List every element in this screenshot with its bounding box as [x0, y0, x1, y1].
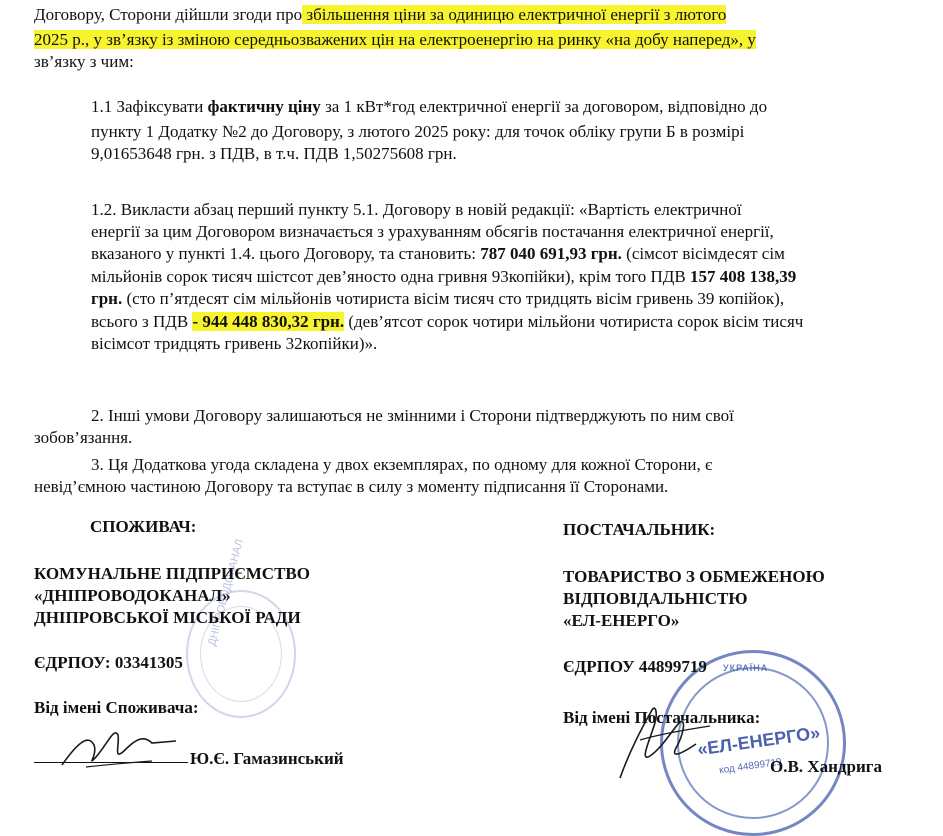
- text: (сімсот вісімдесят сім: [621, 244, 785, 263]
- intro-text: Договору, Сторони дійшли згоди про: [34, 5, 303, 24]
- clause-1-2-line-2: енергії за цим Договором визначається з урахуванням обсягів постачання електричної енергії,: [91, 222, 774, 241]
- clause-1-2-line-1: 1.2. Викласти абзац перший пункту 5.1. Договору в новій редакції: «Вартість електричної: [91, 200, 742, 219]
- consumer-signer: Ю.Є. Гамазинський: [190, 749, 344, 768]
- intro-line-1: [34, 4, 726, 26]
- clause-1-1-line-2: пункту 1 Додатку №2 до Договору, з лютого 2025 року: для точок обліку групи Б в розмірі: [91, 122, 745, 141]
- text: 1.1 Зафіксувати: [91, 97, 208, 116]
- clause-1-2-line-5: [91, 288, 784, 310]
- amount-total-highlighted: - 944 448 830,32 грн.: [192, 312, 345, 331]
- clause-1-1-line-3: 9,01653648 грн. з ПДВ, в т.ч. ПДВ 1,50275608 грн.: [91, 144, 457, 163]
- consumer-on-behalf-label: Від імені Споживача:: [34, 698, 199, 717]
- stamp-ring-text: УКРАЇНА: [723, 663, 769, 673]
- consumer-signature: [56, 705, 196, 775]
- text: вказаного у пункті 1.4. цього Договору, та становить:: [91, 244, 481, 263]
- amount-vat: 157 408 138,39: [689, 267, 797, 286]
- supplier-name-line-1: ТОВАРИСТВО З ОБМЕЖЕНОЮ: [563, 567, 825, 586]
- text: (дев’ятсот сорок чотири мільйони чотириста сорок вісім тисяч: [344, 312, 804, 331]
- supplier-signer: О.В. Хандрига: [770, 757, 882, 776]
- supplier-name-line-3: «ЕЛ-ЕНЕРГО»: [563, 611, 680, 630]
- text: всього з ПДВ: [91, 312, 193, 331]
- clause-1-2-line-3: [91, 243, 785, 265]
- supplier-on-behalf-label: Від імені Постачальника:: [563, 708, 761, 727]
- clause-1-1-line-1: [91, 96, 767, 118]
- supplier-name-line-2: ВІДПОВІДАЛЬНІСТЮ: [563, 589, 748, 608]
- bold-text: грн.: [91, 289, 123, 308]
- consumer-name-line-3: ДНІПРОВСЬКОЇ МІСЬКОЇ РАДИ: [34, 608, 301, 627]
- consumer-heading: СПОЖИВАЧ:: [90, 517, 197, 536]
- supplier-edrpou: ЄДРПОУ 44899719: [563, 657, 707, 676]
- text: (сто п’ятдесят сім мільйонів чотириста вісім тисяч сто тридцять вісім гривень 39 копійок),: [122, 289, 785, 308]
- clause-2-line-1: 2. Інші умови Договору залишаються не змінними і Сторони підтверджують по ним свої: [91, 406, 734, 425]
- clause-1-2-line-4: [91, 266, 796, 288]
- consumer-name-line-1: КОМУНАЛЬНЕ ПІДПРИЄМСТВО: [34, 564, 310, 583]
- intro-line-3: зв’язку з чим:: [34, 52, 134, 71]
- intro-line-2: [34, 29, 756, 51]
- text: за 1 кВт*год електричної енергії за договором, відповідно до: [320, 97, 768, 116]
- amount-net: 787 040 691,93 грн.: [480, 244, 622, 263]
- clause-1-2-line-6: [91, 311, 803, 333]
- clause-3-line-2: невід’ємною частиною Договору та вступає в силу з моменту підписання її Сторонами.: [34, 477, 669, 496]
- stamp-text: ДНІПРОВОДОКАНАЛ: [206, 537, 247, 648]
- supplier-heading: ПОСТАЧАЛЬНИК:: [563, 520, 716, 539]
- supplier-signature: [600, 700, 740, 780]
- stamp-code-text: код 44899719: [718, 756, 783, 777]
- clause-1-2-line-7: вісімсот тридцять гривень 32копійки)».: [91, 334, 378, 353]
- highlighted-text: збільшення ціни за одиницю електричної енергії з лютого: [302, 5, 727, 24]
- bold-text: фактичну ціну: [207, 97, 321, 116]
- clause-3-line-1: 3. Ця Додаткова угода складена у двох екземплярах, по одному для кожної Сторони, є: [91, 455, 713, 474]
- stamp-company-text: «ЕЛ-ЕНЕРГО»: [696, 722, 822, 760]
- consumer-name-line-2: «ДНІПРОВОДОКАНАЛ»: [34, 586, 231, 605]
- consumer-edrpou: ЄДРПОУ: 03341305: [34, 653, 183, 672]
- highlighted-text: 2025 р., у зв’язку із зміною середньозважених цін на електроенергію на ринку «на добу наперед», у: [34, 30, 756, 49]
- clause-2-line-2: зобов’язання.: [34, 428, 133, 447]
- text: мільйонів сорок тисяч шістсот дев’яносто одна гривня 93копійки), крім того ПДВ: [91, 267, 690, 286]
